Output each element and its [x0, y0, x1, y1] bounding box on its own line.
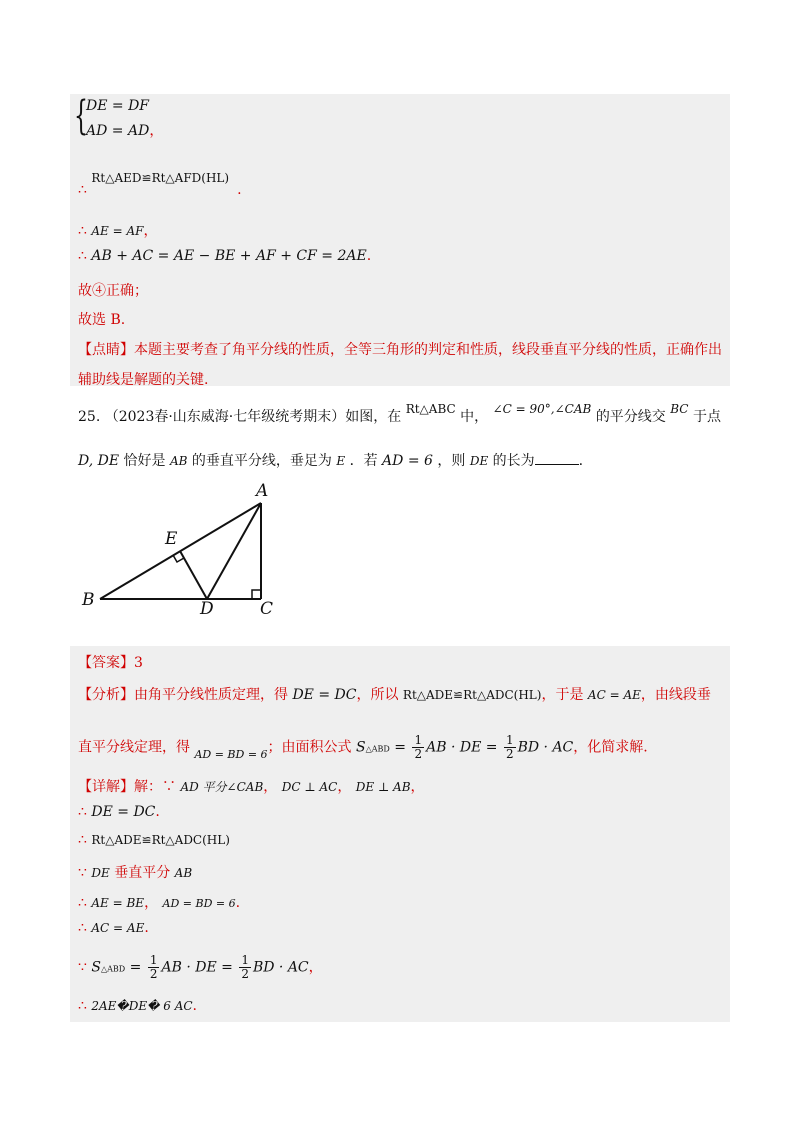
detail-comma-2: ， — [337, 779, 352, 795]
detail-step-ae-be — [78, 892, 240, 912]
step-de-perp-text: 垂直平分 — [114, 865, 171, 881]
question-source: （2023春·山东威海·七年级统考期末）如图，在 — [104, 409, 402, 425]
segment-ad — [207, 503, 261, 599]
label-b: B — [82, 590, 95, 610]
question-e: E — [336, 454, 346, 468]
analysis-line-1 — [78, 684, 711, 704]
congruence-line — [78, 170, 242, 198]
fraction-numerator: 1 — [241, 953, 249, 967]
detail-step-de-perp — [78, 862, 192, 882]
question-line2-b: 的垂直平分线，垂足为 — [191, 453, 332, 469]
step-ae-be: AE = BE — [91, 896, 145, 910]
detail-step-ac-ae — [78, 920, 149, 936]
analysis-1a: 由角平分线性质定理，得 — [134, 687, 288, 703]
fraction-denominator: 2 — [241, 967, 249, 981]
analysis-s-sub: △ABD — [365, 744, 390, 754]
question-line-2 — [78, 450, 583, 470]
fraction-half-2 — [504, 734, 516, 761]
step-period: . — [144, 920, 149, 936]
question-number: 25. — [78, 409, 101, 425]
step-ae-af-math: AE = AF — [91, 224, 144, 238]
brace-line-2-math: AD = AD — [86, 123, 150, 139]
analysis-1d: ，由线段垂 — [640, 687, 711, 703]
therefore-symbol: ∴ — [78, 804, 87, 820]
detail-comma-1: ， — [263, 779, 278, 795]
answer-value: 3 — [134, 655, 143, 671]
fraction-denominator: 2 — [505, 747, 514, 761]
fraction-denominator: 2 — [149, 967, 158, 981]
answer-tag: 【答案】 — [78, 655, 134, 671]
question-line-1 — [78, 402, 721, 426]
question-bc: BC — [670, 402, 689, 416]
detail-step-cong — [78, 832, 230, 848]
detail-dc-ac: DC ⊥ AC — [281, 780, 338, 794]
label-d: D — [200, 599, 214, 618]
analysis-ad-bd: AD = BD = 6 — [194, 747, 268, 761]
step-ac-ae: AC = AE — [91, 921, 145, 935]
analysis-tag: 【分析】 — [78, 687, 134, 703]
fraction-numerator: 1 — [149, 953, 158, 967]
question-triangle: Rt△ABC — [405, 402, 456, 416]
answer-blank — [535, 450, 579, 465]
question-end: . — [578, 453, 584, 469]
question-ab: AB — [169, 454, 188, 468]
detail-1a: 解：∵ — [134, 779, 176, 795]
question-line2-d: ，则 — [437, 453, 466, 469]
detail-step-last — [78, 998, 197, 1014]
analysis-2c: ，化简求解. — [573, 739, 648, 756]
question-line2-e: 的长为 — [492, 453, 535, 469]
conclusion-4: 故④正确； — [78, 283, 148, 299]
fraction-half-4 — [239, 954, 251, 981]
analysis-de-dc: DE = DC — [292, 687, 357, 703]
fraction-numerator: 1 — [505, 733, 514, 747]
step-area-s: S — [91, 959, 101, 976]
therefore-symbol: ∴ — [78, 895, 87, 911]
analysis-cong: Rt△ADE≌Rt△ADC(HL) — [402, 688, 542, 702]
right-angle-c — [252, 590, 261, 599]
question-ad-eq: AD = 6 — [382, 453, 433, 469]
choice-line: 故选 B. — [78, 312, 126, 328]
question-angle-c: ∠C = 90° — [492, 402, 551, 416]
step-area-sub: △ABD — [100, 964, 126, 974]
therefore-symbol: ∴ — [78, 182, 87, 198]
analysis-eq1: = — [394, 739, 407, 756]
therefore-symbol: ∴ — [78, 920, 87, 936]
step-area-bd-ac: BD · AC — [252, 959, 309, 976]
step-area-eq: = — [129, 959, 142, 976]
step-de-dc: DE = DC — [91, 804, 156, 820]
brace-line-1: DE = DF — [86, 98, 150, 114]
triangle-figure — [76, 478, 296, 618]
brace-line-2 — [86, 120, 163, 140]
question-zhong: 中， — [460, 409, 489, 425]
question-line2-c: ．若 — [349, 453, 378, 469]
step-last: 2AE�DE� 6 AC — [91, 999, 193, 1013]
step-cong: Rt△ADE≌Rt△ADC(HL) — [91, 833, 230, 847]
detail-comma-3: ， — [410, 779, 425, 795]
analysis-2a: 直平分线定理，得 — [78, 739, 190, 756]
step-sum — [78, 248, 371, 264]
question-d-de: D, DE — [78, 453, 120, 469]
comment-text-1: 本题主要考查了角平分线的性质，全等三角形的判定和性质，线段垂直平分线的性质，正确作出 — [134, 342, 722, 358]
detail-step-area — [78, 954, 323, 981]
step-ae-af — [78, 220, 157, 240]
detail-tag: 【详解】 — [78, 779, 134, 795]
therefore-symbol: ∴ — [78, 998, 87, 1014]
therefore-symbol: ∴ — [78, 832, 87, 848]
fraction-denominator: 2 — [414, 747, 423, 761]
congruence-statement: Rt△AED≌Rt△AFD(HL) — [91, 171, 230, 185]
label-a: A — [256, 481, 269, 501]
analysis-line-2 — [78, 734, 648, 761]
step-comma: ， — [143, 223, 158, 239]
answer-line — [78, 652, 143, 672]
question-angle-cab: ∠CAB — [554, 402, 592, 416]
step-period: . — [235, 895, 241, 911]
detail-ad-bisect: AD 平分∠CAB — [180, 780, 264, 794]
analysis-1c: ，于是 — [541, 687, 584, 703]
congruence-period: . — [237, 182, 242, 198]
because-symbol: ∵ — [78, 865, 87, 881]
step-de-perp-ab: AB — [174, 866, 193, 880]
because-symbol: ∵ — [78, 959, 87, 976]
step-period: . — [155, 804, 160, 820]
question-line2-a: 恰好是 — [123, 453, 166, 469]
step-period: . — [366, 248, 372, 264]
therefore-symbol: ∴ — [78, 223, 87, 239]
fraction-half — [412, 734, 424, 761]
fraction-half-3 — [148, 954, 160, 981]
analysis-1b: ，所以 — [356, 687, 399, 703]
detail-step-de-dc — [78, 804, 160, 820]
question-de: DE — [469, 454, 489, 468]
system-brace: { — [74, 93, 88, 139]
fraction-numerator: 1 — [414, 733, 423, 747]
analysis-ac-ae: AC = AE — [587, 688, 641, 702]
detail-line-1 — [78, 776, 425, 796]
step-area-ab-de: AB · DE = — [161, 959, 233, 976]
question-bisector-text: 的平分线交 — [595, 409, 666, 425]
question-yu-dian: 于点 — [692, 409, 721, 425]
step-period: . — [192, 998, 197, 1014]
brace-line-2-comma: ， — [149, 123, 164, 139]
analysis-2b: ；由面积公式 — [267, 739, 352, 756]
question-sep: , — [550, 402, 555, 416]
step-ad-bd: AD = BD = 6 — [162, 897, 236, 910]
step-comma: ， — [144, 895, 159, 911]
comment-line-2: 辅助线是解题的关键. — [78, 372, 209, 388]
analysis-s: S — [356, 739, 366, 756]
label-c: C — [260, 599, 274, 618]
comment-tag: 【点睛】 — [78, 342, 134, 358]
comment-line-1 — [78, 339, 722, 359]
step-de-perp-de: DE — [91, 866, 110, 880]
analysis-ab-de: AB · DE = — [426, 739, 498, 756]
therefore-symbol: ∴ — [78, 248, 87, 264]
analysis-bd-ac: BD · AC — [517, 739, 574, 756]
step-sum-math: AB + AC = AE − BE + AF + CF = 2AE — [91, 248, 367, 264]
label-e: E — [165, 529, 178, 549]
step-comma: ， — [308, 959, 323, 976]
detail-de-ab: DE ⊥ AB — [355, 780, 411, 794]
